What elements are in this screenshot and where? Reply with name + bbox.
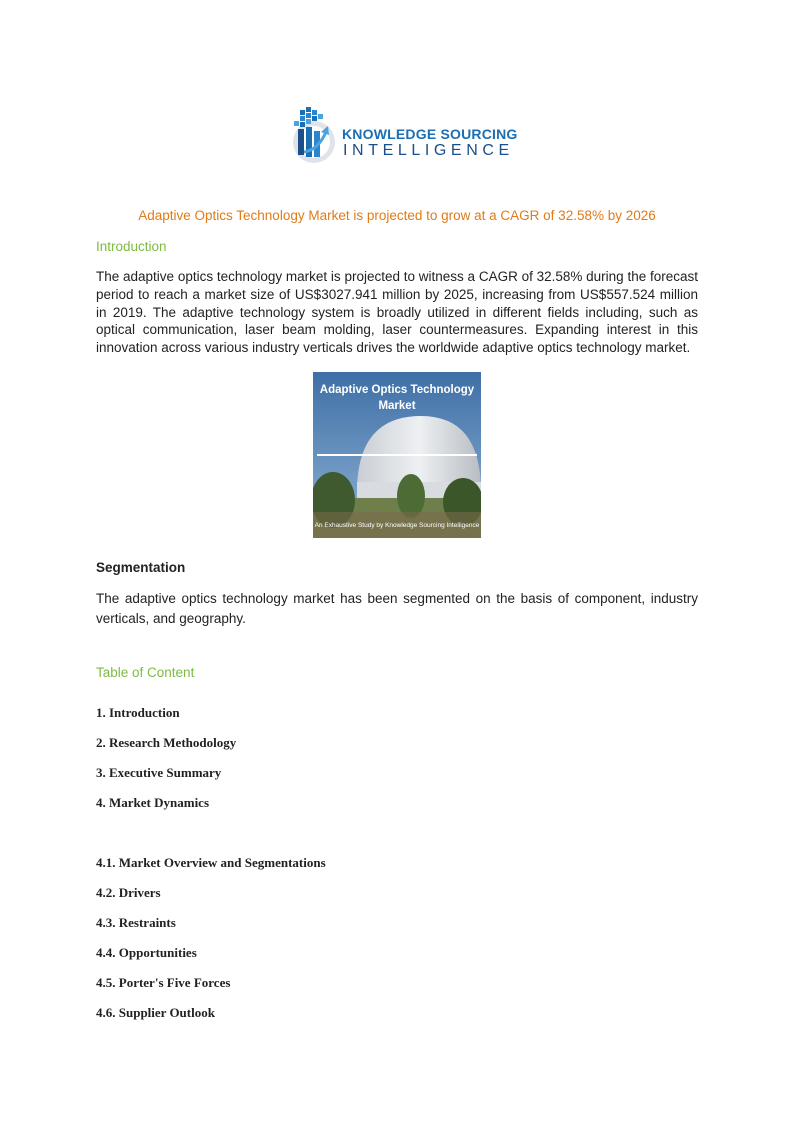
toc-item: 4.5. Porter's Five Forces — [96, 975, 231, 990]
toc-item: 4.3. Restraints — [96, 915, 176, 930]
toc-item: 2. Research Methodology — [96, 735, 237, 750]
logo-mark-icon — [290, 104, 340, 166]
introduction-paragraph: The adaptive optics technology market is projected to witness a CAGR of 32.58% during the forecast period to reach a market size of US$3027.941 million by 2025, increasing from US$557.524 million in 2019. The adaptive technology system is broadly utilized in different fields including, such as optical communication, laser beam molding, laser countermeasures. Expanding interest in this innovation across various industry verticals drives the worldwide adaptive optics technology market. — [96, 269, 698, 356]
segmentation-heading: Segmentation — [96, 560, 186, 575]
toc-item: 3. Executive Summary — [96, 765, 222, 780]
toc-item: 4.4. Opportunities — [96, 945, 197, 960]
report-title: Adaptive Optics Technology Market is projected to grow at a CAGR of 32.58% by 2026 — [138, 208, 656, 223]
cover-divider — [317, 454, 477, 456]
toc-item: 4.6. Supplier Outlook — [96, 1005, 215, 1020]
company-logo — [290, 104, 518, 166]
toc-item: 1. Introduction — [96, 705, 180, 720]
toc-item: 4. Market Dynamics — [96, 795, 210, 810]
logo-text-primary: KNOWLEDGE SOURCING — [342, 126, 518, 142]
cover-title: Adaptive Optics Technology Market — [319, 384, 475, 412]
toc-item: 4.2. Drivers — [96, 885, 161, 900]
cover-caption: An Exhaustive Study by Knowledge Sourcing Intelligence — [314, 522, 480, 529]
report-cover-image — [313, 372, 481, 538]
segmentation-paragraph: The adaptive optics technology market has been segmented on the basis of component, industry verticals, and geography. — [96, 591, 698, 626]
toc-heading: Table of Content — [96, 665, 195, 680]
toc-item: 4.1. Market Overview and Segmentations — [96, 855, 326, 870]
introduction-heading: Introduction — [96, 239, 167, 254]
logo-text-secondary: INTELLIGENCE — [343, 142, 514, 159]
